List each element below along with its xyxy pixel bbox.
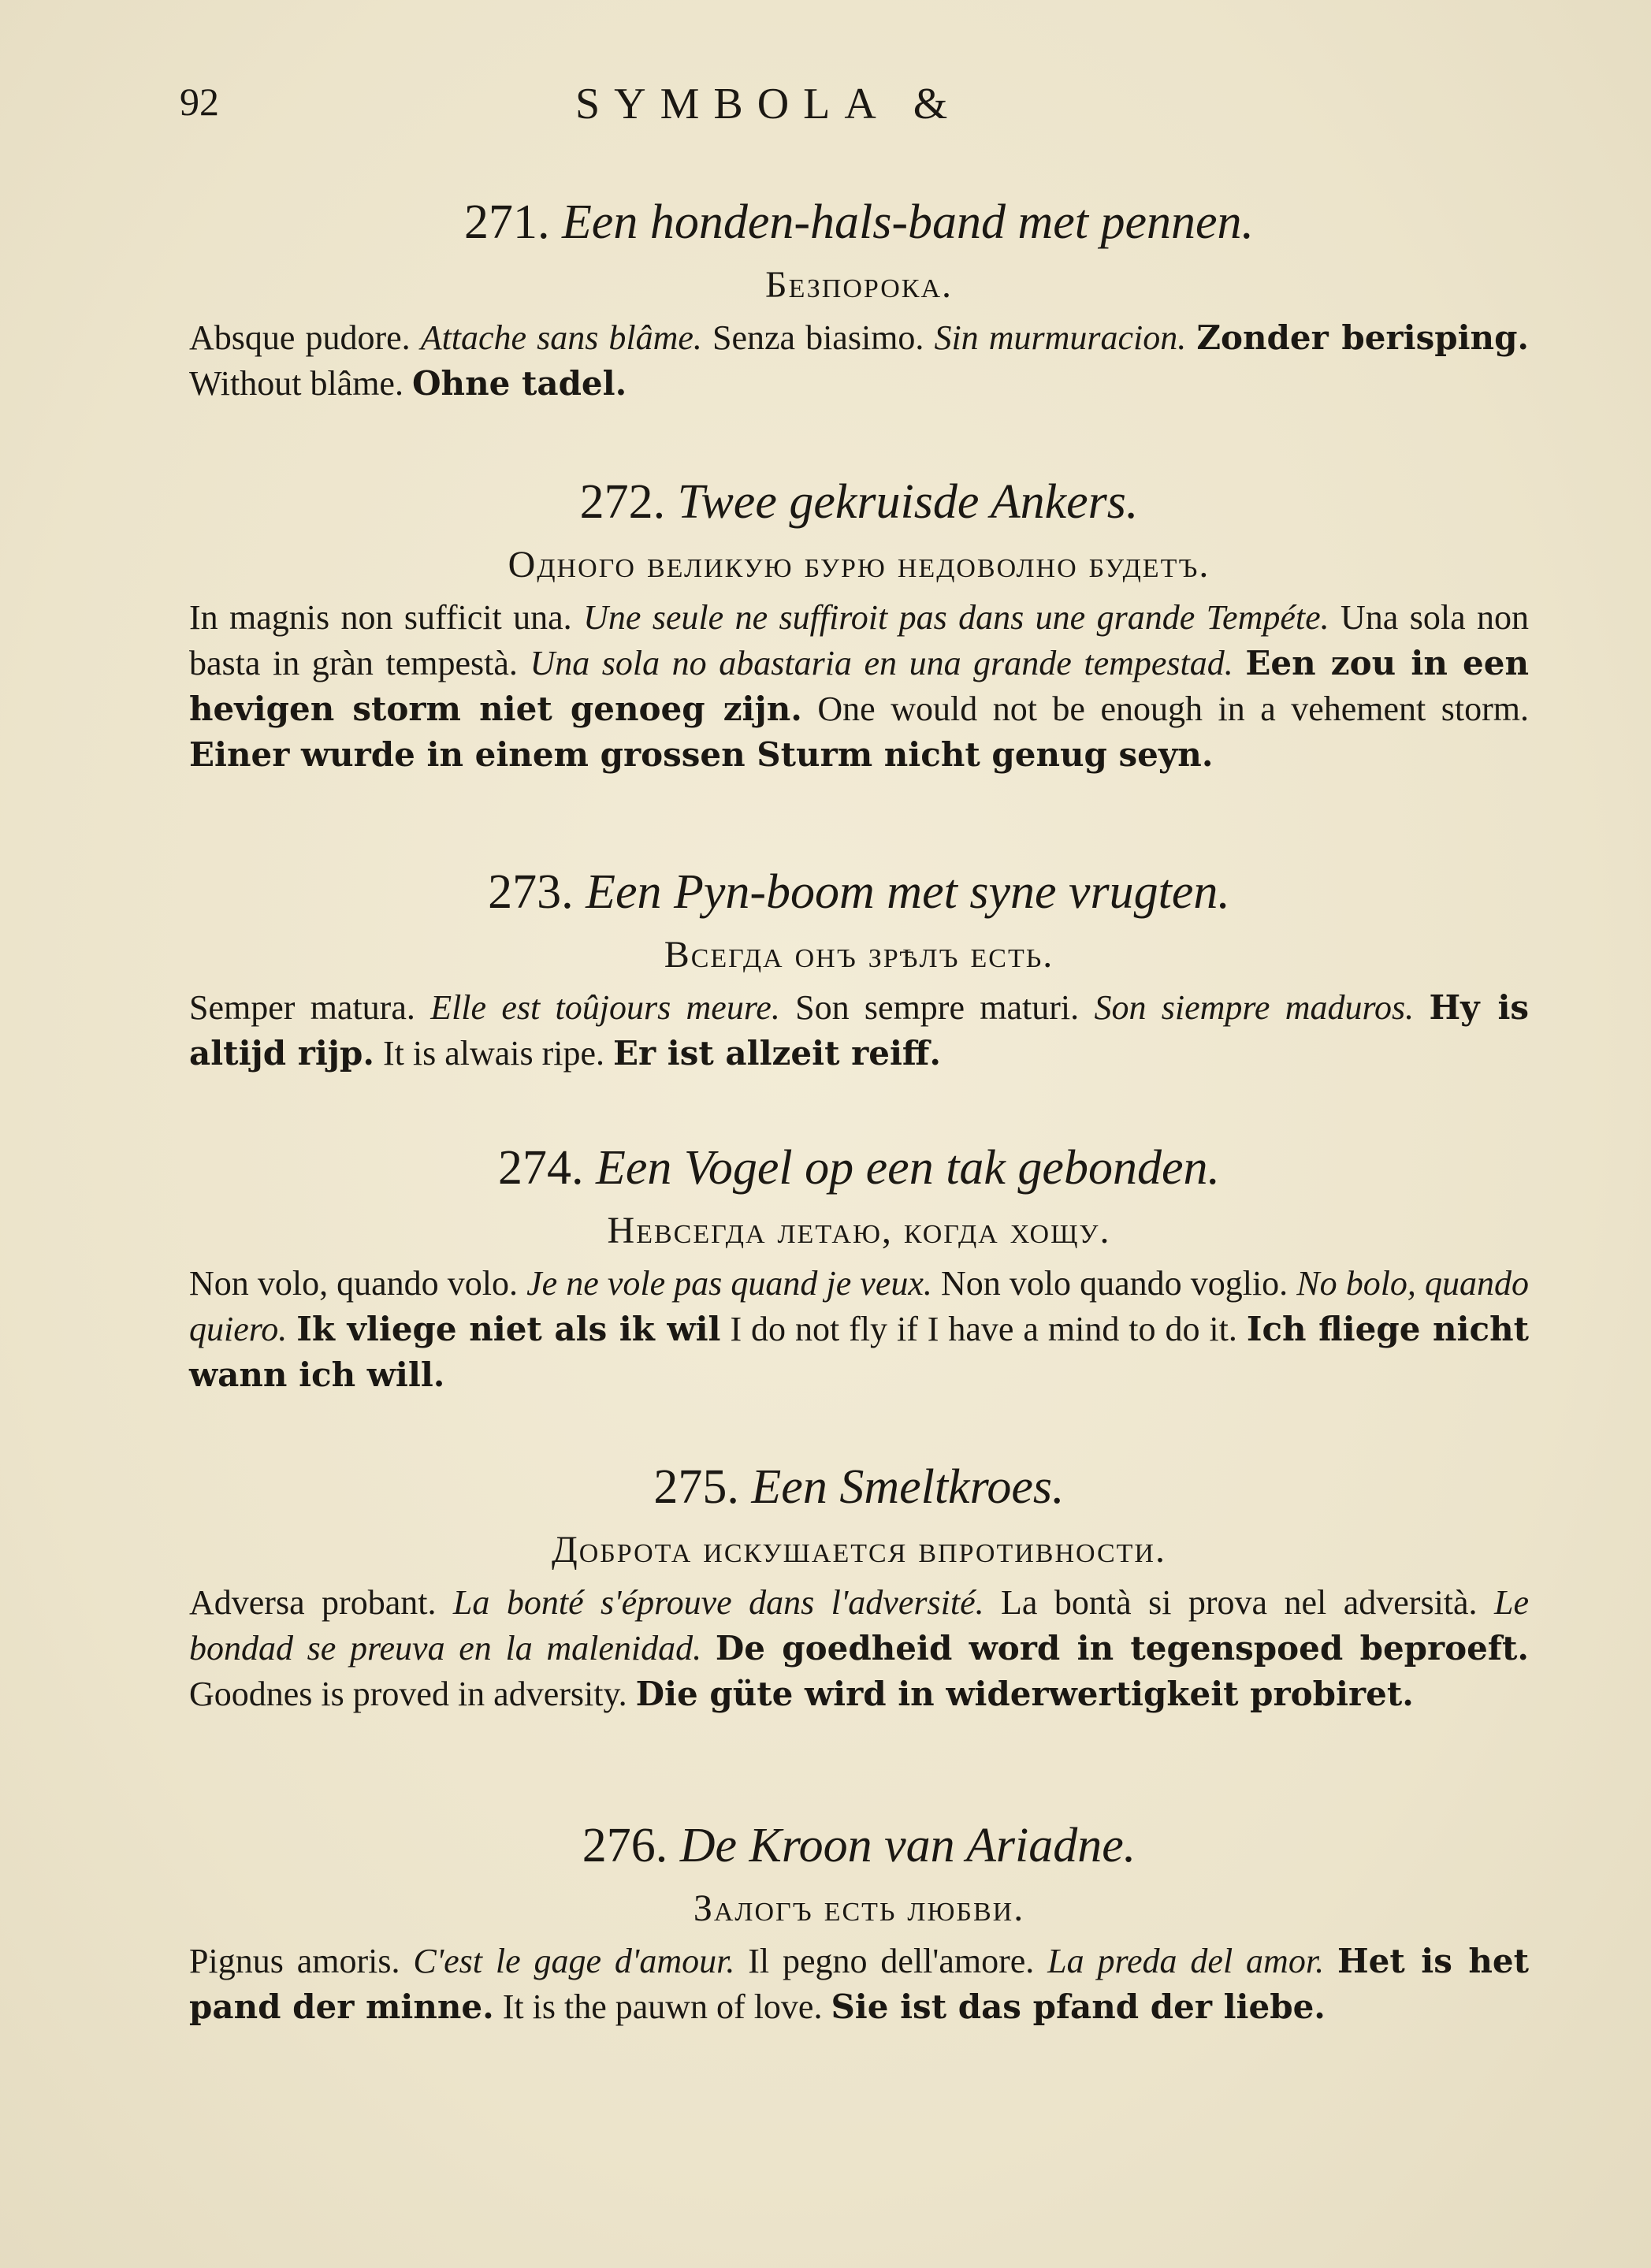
spanish-motto: Le bondad se preuva en la malenidad. [189,1583,1529,1668]
motto-translations [189,1939,1529,2030]
slavonic-motto: Безпорока. [765,264,953,306]
german-motto: Ohne tadel. [411,364,627,403]
entry-title [189,1135,1529,1201]
slavonic-motto: Невсегда летаю, когда хощу. [607,1210,1111,1251]
french-motto: Une seule ne suffiroit pas dans une grande Tempéte. [583,598,1329,637]
entry-title-text: Een Vogel op een tak gebonden. [596,1141,1220,1195]
slavonic-motto: Залогъ есть любви. [693,1887,1025,1929]
latin-motto: Absque pudore. [189,318,411,357]
italian-motto: Non volo quando voglio. [940,1264,1288,1303]
german-motto: Ich fliege nicht wann ich will. [189,1310,1530,1394]
slavonic-motto: Доброта искушается впротивности. [551,1529,1166,1571]
english-motto: Goodnes is proved in adversity. [189,1675,627,1713]
entry-title-text: Een Pyn-boom met syne vrugten. [586,865,1230,919]
emblem-entry-271 [189,189,1529,407]
dutch-motto: Het is het pand der minne. [189,1942,1530,2026]
german-motto: Er ist allzeit reiff. [613,1034,941,1073]
italian-motto: Il pegno dell'amore. [748,1942,1035,1980]
entry-number: 274. [498,1141,584,1195]
english-motto: One would not be enough in a vehement storm. [817,690,1530,728]
entry-number: 272. [579,475,666,529]
english-motto: I do not fly if I have a mind to do it. [730,1310,1237,1348]
english-motto: It is the pauwn of love. [502,1987,823,2026]
motto-translations [189,315,1529,407]
entry-number: 276. [582,1819,668,1872]
entry-title-text: Een honden-hals-band met pennen. [561,195,1255,249]
emblem-entry-274 [189,1135,1529,1398]
dutch-motto: De goedheid word in tegenspoed beproeft. [715,1629,1529,1668]
spanish-motto: No bolo, quando quiero. [189,1264,1529,1348]
emblem-entry-272 [189,469,1529,778]
latin-motto: Pignus amoris. [189,1942,400,1980]
entry-title-text: Twee gekruisde Ankers. [677,475,1139,529]
spanish-motto: Son siempre maduros. [1094,988,1415,1027]
italian-motto: Senza biasimo. [712,318,924,357]
entry-title [189,189,1529,255]
french-motto: La bonté s'éprouve dans l'adversité. [452,1583,984,1622]
spanish-motto: La preda del amor. [1047,1942,1325,1980]
entry-number: 275. [653,1460,739,1514]
emblem-entry-275 [189,1454,1529,1717]
italian-motto: La bontà si prova nel adversità. [1001,1583,1478,1622]
entry-title [189,469,1529,535]
french-motto: Attache sans blâme. [420,318,702,357]
dutch-motto: Hy is altijd rijp. [189,988,1530,1073]
motto-translations [189,1261,1529,1398]
entry-title-text: De Kroon van Ariadne. [679,1819,1136,1872]
latin-motto: Non volo, quando volo. [189,1264,518,1303]
dutch-motto: Ik vliege niet als ik wil [296,1310,721,1348]
german-motto: Einer wurde in einem grossen Sturm nicht genug seyn. [189,735,1214,774]
dutch-motto: Een zou in een hevigen storm niet genoeg zijn. [189,644,1530,728]
german-motto: Sie ist das pfand der liebe. [831,1987,1326,2026]
entry-title-text: Een Smeltkroes. [751,1460,1065,1514]
french-motto: Elle est toûjours meure. [430,988,780,1027]
latin-motto: Semper matura. [189,988,415,1027]
slavonic-motto: Всегда онъ зрѣлъ есть. [664,934,1054,976]
motto-translations [189,985,1529,1076]
motto-translations [189,595,1529,778]
entry-title [189,1454,1529,1520]
entry-title [189,859,1529,925]
emblem-entry-276 [189,1813,1529,2030]
english-motto: It is alwais ripe. [382,1034,605,1073]
latin-motto: Adversa probant. [189,1583,437,1622]
page-number: 92 [180,80,219,124]
latin-motto: In magnis non sufficit una. [189,598,572,637]
french-motto: C'est le gage d'amour. [413,1942,735,1980]
slavonic-motto: Одного великую бурю недоволно будетъ. [508,544,1210,586]
motto-translations [189,1580,1529,1717]
entry-title [189,1813,1529,1879]
french-motto: Je ne vole pas quand je veux. [526,1264,932,1303]
italian-motto: Una sola non basta in gràn tempestà. [189,598,1529,682]
dutch-motto: Zonder berisping. [1196,318,1530,357]
running-head: SYMBOLA & [575,80,962,128]
emblem-entry-273 [189,859,1529,1076]
spanish-motto: Una sola no abastaria en una grande tempestad. [530,644,1233,682]
italian-motto: Son sempre maturi. [795,988,1080,1027]
spanish-motto: Sin murmuracion. [934,318,1187,357]
entry-number: 271. [463,195,550,249]
entry-number: 273. [488,865,574,919]
english-motto: Without blâme. [189,364,403,403]
page-header [0,79,1651,142]
german-motto: Die güte wird in widerwertigkeit probiret. [635,1675,1414,1713]
